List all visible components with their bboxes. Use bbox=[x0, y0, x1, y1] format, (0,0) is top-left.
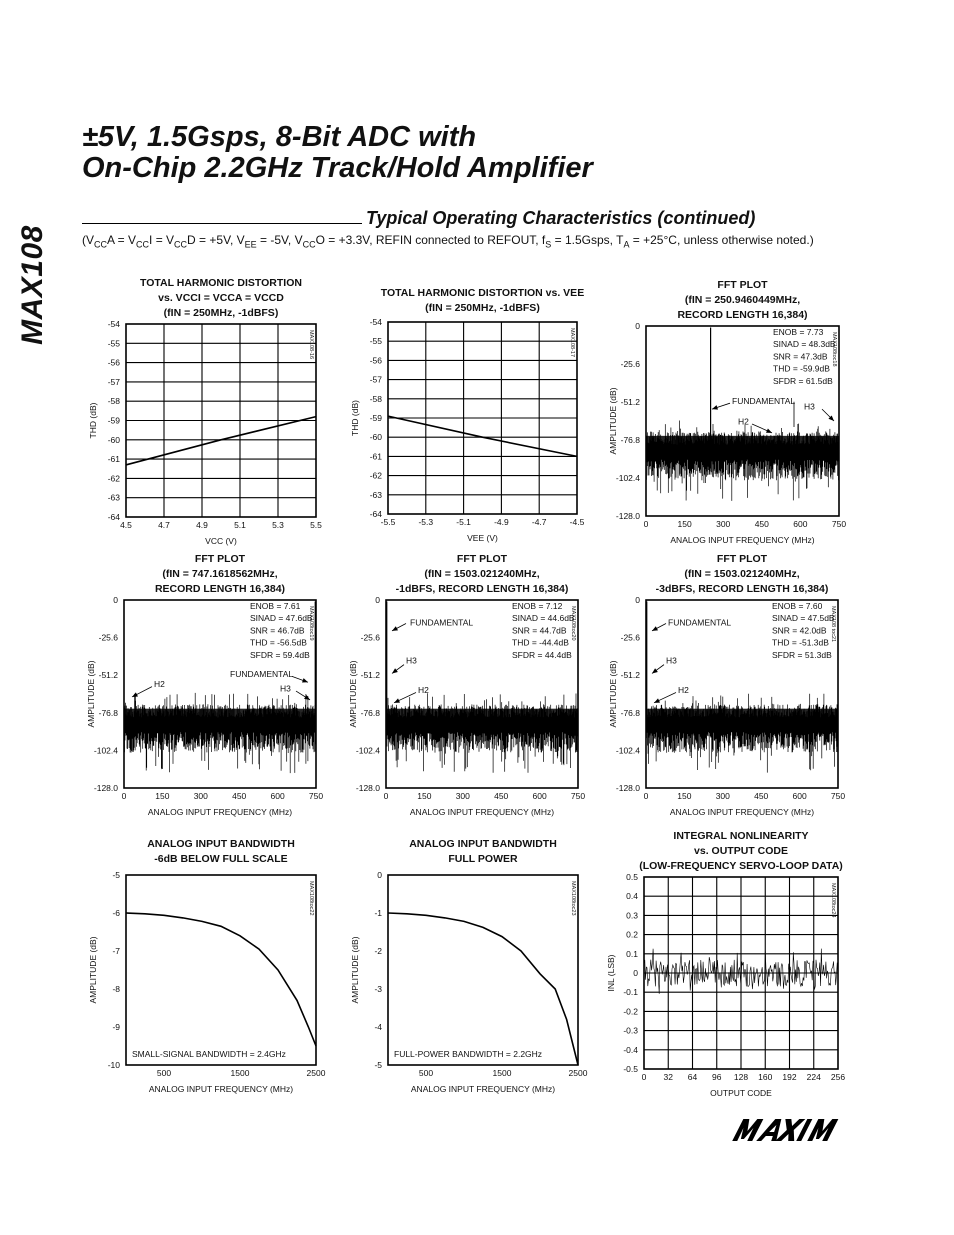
x-tick-label: 300 bbox=[455, 791, 470, 801]
chart-title-line: TOTAL HARMONIC DISTORTION bbox=[140, 277, 302, 289]
x-axis-label: ANALOG INPUT FREQUENCY (MHz) bbox=[148, 1084, 294, 1094]
x-tick-label: 300 bbox=[193, 791, 208, 801]
y-tick-label: -62 bbox=[369, 470, 382, 481]
series-line bbox=[126, 913, 316, 1046]
chart-svg bbox=[344, 596, 598, 828]
chart-title-line: (fIN = 747.1618562MHz, bbox=[162, 568, 278, 580]
x-axis-label: ANALOG INPUT FREQUENCY (MHz) bbox=[410, 1084, 556, 1094]
chart-title-line: TOTAL HARMONIC DISTORTION vs. VEE bbox=[380, 287, 585, 299]
y-tick-label: -102.4 bbox=[615, 745, 640, 756]
y-tick-label: 0.5 bbox=[626, 872, 638, 882]
chart-svg bbox=[604, 596, 858, 828]
x-tick-label: 750 bbox=[831, 519, 847, 529]
y-tick-label: 0.3 bbox=[626, 910, 638, 921]
chart-title-line: (fIN = 250MHz, -1dBFS) bbox=[163, 307, 279, 319]
y-tick-label: -9 bbox=[112, 1022, 120, 1032]
x-tick-label: 750 bbox=[830, 791, 846, 801]
chart-title-line: (LOW-FREQUENCY SERVO-LOOP DATA) bbox=[639, 860, 843, 872]
y-tick-label: -56 bbox=[369, 355, 382, 366]
y-tick-label: -0.1 bbox=[623, 987, 638, 998]
y-tick-label: 0 bbox=[113, 595, 118, 605]
series-line bbox=[388, 416, 577, 456]
fft-noise-band bbox=[386, 709, 578, 724]
annotation-fundamental: FUNDAMENTAL bbox=[668, 617, 732, 628]
fft-stat-line: THD = -44.4dB bbox=[512, 637, 569, 648]
fft-stat-line: SNR = 47.3dB bbox=[773, 351, 828, 362]
fft-stat-line: THD = -51.3dB bbox=[772, 637, 829, 648]
x-axis-label: ANALOG INPUT FREQUENCY (MHz) bbox=[669, 807, 815, 817]
chart-title-line: (fIN = 250MHz, -1dBFS) bbox=[425, 302, 540, 314]
y-axis-label: THD (dB) bbox=[350, 400, 360, 436]
y-tick-label: 0.1 bbox=[626, 948, 638, 959]
x-tick-label: 1500 bbox=[492, 1068, 512, 1078]
x-tick-label: 0 bbox=[641, 1072, 647, 1082]
x-axis-label: OUTPUT CODE bbox=[710, 1088, 772, 1098]
fft-stat-line: SINAD = 47.6dB bbox=[250, 613, 313, 624]
x-tick-label: 4.5 bbox=[120, 520, 132, 530]
annotation-h2: H2 bbox=[678, 685, 689, 696]
x-tick-label: 1500 bbox=[230, 1068, 250, 1078]
fft-stat-line: ENOB = 7.73 bbox=[773, 327, 824, 337]
chart-7 bbox=[82, 837, 336, 1105]
x-axis-label: ANALOG INPUT FREQUENCY (MHz) bbox=[409, 807, 555, 817]
chart-title-line: -6dB BELOW FULL SCALE bbox=[154, 853, 288, 865]
annotation-h3: H3 bbox=[804, 401, 815, 412]
y-axis-label: AMPLITUDE (dB) bbox=[88, 936, 98, 1004]
y-tick-label: 0 bbox=[633, 968, 638, 978]
chart-title-line: FFT PLOT bbox=[716, 553, 768, 565]
y-tick-label: -60 bbox=[369, 432, 382, 443]
x-tick-label: 5.5 bbox=[310, 520, 322, 530]
chart-title bbox=[344, 286, 599, 316]
fft-annotations bbox=[652, 618, 731, 703]
x-tick-label: 600 bbox=[270, 791, 285, 801]
series-line bbox=[388, 913, 578, 1065]
section-rule bbox=[82, 223, 362, 224]
y-axis-label: AMPLITUDE (dB) bbox=[608, 387, 618, 455]
x-tick-label: 500 bbox=[418, 1068, 434, 1078]
chart-title bbox=[604, 278, 860, 323]
chart-svg bbox=[344, 870, 598, 1105]
x-tick-label: 500 bbox=[156, 1068, 172, 1078]
chart-title-line: (fIN = 1503.021240MHz, bbox=[684, 568, 800, 580]
y-tick-label: -0.2 bbox=[623, 1006, 638, 1017]
x-tick-label: 256 bbox=[830, 1072, 846, 1082]
x-axis-label: ANALOG INPUT FREQUENCY (MHz) bbox=[147, 807, 293, 817]
figure-code: MAX108 toc21 bbox=[830, 606, 836, 643]
x-tick-label: 450 bbox=[754, 791, 769, 801]
fft-stat-line: ENOB = 7.60 bbox=[772, 601, 823, 611]
x-tick-label: -5.1 bbox=[456, 517, 471, 527]
y-tick-label: -64 bbox=[107, 512, 120, 522]
x-tick-label: 4.7 bbox=[158, 520, 170, 530]
chart-2 bbox=[344, 286, 597, 554]
y-tick-label: -54 bbox=[107, 319, 120, 329]
chart-title bbox=[82, 276, 338, 321]
chart-title bbox=[82, 552, 337, 597]
y-tick-label: -59 bbox=[107, 415, 120, 426]
y-tick-label: -8 bbox=[112, 984, 120, 994]
x-axis-label: VCC (V) bbox=[205, 536, 237, 546]
y-tick-label: -128.0 bbox=[355, 783, 380, 793]
annotation-h2: H2 bbox=[418, 685, 429, 696]
chart-1 bbox=[82, 276, 336, 557]
x-tick-label: 150 bbox=[677, 791, 692, 801]
y-tick-label: -102.4 bbox=[615, 473, 640, 483]
y-tick-label: -55 bbox=[107, 338, 120, 349]
y-tick-label: -63 bbox=[369, 489, 382, 500]
x-tick-label: 64 bbox=[687, 1072, 698, 1082]
x-tick-label: 300 bbox=[715, 791, 730, 801]
y-tick-label: -76.8 bbox=[620, 435, 640, 445]
x-tick-label: 450 bbox=[754, 519, 769, 529]
y-tick-label: -25.6 bbox=[620, 632, 640, 643]
y-tick-label: -59 bbox=[369, 413, 382, 423]
y-tick-label: -7 bbox=[112, 946, 120, 956]
annotation-h2: H2 bbox=[154, 679, 165, 690]
x-tick-label: -4.9 bbox=[494, 517, 509, 527]
fft-stat-line: SNR = 44.7dB bbox=[512, 625, 567, 636]
x-tick-label: 150 bbox=[677, 519, 692, 529]
fft-noise-band bbox=[646, 436, 839, 451]
x-axis-label: VEE (V) bbox=[467, 533, 498, 543]
x-tick-label: 128 bbox=[733, 1072, 749, 1082]
y-tick-label: -4 bbox=[374, 1022, 382, 1032]
y-tick-label: -10 bbox=[107, 1060, 120, 1070]
y-tick-label: -51.2 bbox=[620, 397, 640, 407]
figure-code: MAX108toc22 bbox=[308, 881, 314, 916]
chart-title-line: RECORD LENGTH 16,384) bbox=[154, 583, 286, 595]
x-tick-label: 150 bbox=[155, 791, 170, 801]
bandwidth-annotation: FULL-POWER BANDWIDTH = 2.2GHz bbox=[394, 1049, 543, 1059]
x-tick-label: -4.7 bbox=[531, 517, 547, 527]
fft-annotations bbox=[132, 669, 310, 700]
chart-title-line: FFT PLOT bbox=[717, 279, 768, 291]
annotation-h3: H3 bbox=[406, 655, 417, 666]
x-tick-label: 450 bbox=[232, 791, 247, 801]
y-tick-label: -56 bbox=[107, 357, 120, 368]
y-tick-label: -102.4 bbox=[355, 745, 380, 756]
chart-svg bbox=[82, 870, 336, 1105]
chart-title-line: FFT PLOT bbox=[456, 553, 508, 565]
fft-noise-band bbox=[124, 709, 316, 724]
chart-title-line: -3dBFS, RECORD LENGTH 16,384) bbox=[655, 583, 829, 595]
y-axis-label: THD (dB) bbox=[88, 402, 98, 439]
chart-title-line: ANALOG INPUT BANDWIDTH bbox=[409, 838, 557, 850]
annotation-h2: H2 bbox=[738, 416, 749, 427]
y-tick-label: -0.5 bbox=[623, 1064, 638, 1074]
y-tick-label: -63 bbox=[107, 492, 120, 503]
x-tick-label: 450 bbox=[494, 791, 509, 801]
fft-stat-line: SINAD = 44.6dB bbox=[512, 613, 575, 624]
chart-svg bbox=[344, 317, 597, 554]
y-tick-label: -6 bbox=[112, 908, 120, 918]
y-axis-label: AMPLITUDE (dB) bbox=[86, 660, 96, 728]
y-tick-label: -102.4 bbox=[93, 745, 118, 756]
chart-title-line: ANALOG INPUT BANDWIDTH bbox=[147, 838, 295, 850]
annotation-arrow-head bbox=[392, 668, 398, 673]
x-tick-label: 0 bbox=[643, 519, 649, 529]
fft-stat-line: SFDR = 44.4dB bbox=[512, 649, 572, 660]
x-tick-label: 224 bbox=[806, 1072, 821, 1082]
chart-6 bbox=[604, 552, 858, 828]
annotation-arrow-head bbox=[304, 695, 310, 700]
y-tick-label: -128.0 bbox=[93, 783, 118, 793]
x-tick-label: 150 bbox=[417, 791, 432, 801]
figure-code: MAX108-16 bbox=[308, 330, 314, 360]
y-tick-label: -54 bbox=[369, 317, 382, 327]
y-axis-label: INL (LSB) bbox=[606, 954, 616, 992]
x-tick-label: 750 bbox=[308, 791, 324, 801]
y-tick-label: 0 bbox=[635, 321, 640, 331]
fft-stat-line: SNR = 42.0dB bbox=[772, 625, 827, 636]
y-tick-label: 0 bbox=[377, 870, 382, 880]
fft-noise-floor bbox=[124, 693, 316, 773]
y-axis-label: AMPLITUDE (dB) bbox=[350, 936, 360, 1004]
fft-stat-line: THD = -59.9dB bbox=[773, 363, 830, 374]
chart-title-line: (fIN = 1503.021240MHz, bbox=[424, 568, 540, 580]
fft-noise-floor bbox=[646, 694, 838, 773]
fft-noise-band bbox=[646, 709, 838, 724]
y-tick-label: -2 bbox=[374, 946, 382, 956]
y-tick-label: -0.3 bbox=[623, 1025, 638, 1036]
fft-stat-line: SINAD = 48.3dB bbox=[773, 339, 836, 350]
chart-4 bbox=[82, 552, 336, 828]
chart-title-line: (fIN = 250.9460449MHz, bbox=[684, 294, 801, 306]
section-title: Typical Operating Characteristics (continued) bbox=[366, 208, 756, 228]
x-axis-label: ANALOG INPUT FREQUENCY (MHz) bbox=[670, 535, 815, 545]
y-tick-label: -60 bbox=[107, 434, 120, 445]
annotation-arrow-head bbox=[302, 678, 308, 682]
x-tick-label: 750 bbox=[570, 791, 586, 801]
chart-5 bbox=[344, 552, 598, 828]
chart-8 bbox=[344, 837, 598, 1105]
figure-code: MAX108toc19 bbox=[308, 606, 314, 641]
x-tick-label: 160 bbox=[758, 1072, 773, 1082]
plot-frame bbox=[388, 875, 578, 1065]
y-tick-label: -128.0 bbox=[615, 783, 640, 793]
y-tick-label: -25.6 bbox=[98, 632, 118, 643]
y-tick-label: -62 bbox=[107, 473, 120, 484]
fft-annotations bbox=[712, 396, 834, 436]
figure-code: MAX108toc23 bbox=[570, 881, 576, 916]
y-tick-label: -51.2 bbox=[620, 670, 640, 681]
fft-stat-line: ENOB = 7.61 bbox=[250, 601, 301, 611]
chart-title-line: -1dBFS, RECORD LENGTH 16,384) bbox=[395, 583, 569, 595]
y-axis-label: AMPLITUDE (dB) bbox=[348, 660, 358, 728]
x-tick-label: 0 bbox=[121, 791, 127, 801]
chart-title bbox=[82, 837, 338, 867]
figure-code: MAX108toc18 bbox=[831, 332, 837, 367]
y-tick-label: -57 bbox=[107, 376, 120, 387]
annotation-arrow-head bbox=[712, 405, 718, 409]
x-tick-label: 4.9 bbox=[196, 520, 208, 530]
chart-title bbox=[344, 837, 600, 867]
chart-9 bbox=[604, 829, 858, 1109]
y-tick-label: -76.8 bbox=[360, 707, 380, 718]
y-tick-label: 0 bbox=[375, 595, 380, 605]
test-conditions: ($V_{CC}A = V_{CC}I = V_{CC}D = +5V$, $V_{EE} = -5V$, $V_{CC}O = +3.3V$, REFIN connected to REFOUT, $f_S$ = 1.5Gsps, $T_A = +25^\circ C$, unless otherwise noted.) bbox=[82, 233, 814, 250]
chart-title bbox=[344, 552, 599, 597]
figure-code: MAX108-17 bbox=[569, 328, 575, 358]
fft-annotations bbox=[392, 618, 473, 703]
annotation-h3: H3 bbox=[280, 683, 291, 694]
x-tick-label: 5.3 bbox=[272, 520, 284, 530]
x-tick-label: 0 bbox=[383, 791, 389, 801]
x-tick-label: -5.5 bbox=[380, 517, 396, 527]
x-tick-label: 96 bbox=[712, 1072, 722, 1082]
chart-title bbox=[604, 829, 858, 874]
y-tick-label: -3 bbox=[374, 984, 382, 994]
x-tick-label: 600 bbox=[532, 791, 547, 801]
fft-noise-floor bbox=[386, 693, 578, 773]
y-tick-label: -5 bbox=[112, 870, 120, 880]
plot-frame bbox=[126, 875, 316, 1065]
y-tick-label: -25.6 bbox=[620, 359, 640, 369]
figure-code: MAX108toc20 bbox=[570, 606, 576, 641]
chart-svg bbox=[82, 596, 336, 828]
y-tick-label: -25.6 bbox=[360, 632, 380, 643]
fft-stat-line: SFDR = 61.5dB bbox=[773, 375, 833, 386]
y-tick-label: -61 bbox=[107, 454, 120, 465]
series-line bbox=[126, 417, 316, 465]
chart-title-line: vs. OUTPUT CODE bbox=[694, 845, 788, 857]
figure-code: MAX108toc24 bbox=[830, 883, 836, 918]
x-tick-label: 5.1 bbox=[234, 520, 246, 530]
chart-title-line: INTEGRAL NONLINEARITY bbox=[673, 830, 809, 842]
annotation-h3: H3 bbox=[666, 655, 677, 666]
y-axis-label: AMPLITUDE (dB) bbox=[608, 660, 618, 728]
chart-svg bbox=[82, 320, 336, 557]
y-tick-label: -51.2 bbox=[360, 670, 380, 681]
y-tick-label: -51.2 bbox=[98, 670, 118, 681]
x-tick-label: 32 bbox=[663, 1072, 673, 1082]
fft-stat-line: SINAD = 47.5dB bbox=[772, 613, 835, 624]
chart-title-line: vs. VCCI = VCCA = VCCD bbox=[158, 292, 284, 304]
y-tick-label: -55 bbox=[369, 336, 382, 347]
fft-stat-line: SNR = 46.7dB bbox=[250, 625, 305, 636]
y-tick-label: 0.2 bbox=[626, 929, 638, 940]
y-tick-label: -0.4 bbox=[623, 1044, 638, 1055]
bandwidth-annotation: SMALL-SIGNAL BANDWIDTH = 2.4GHz bbox=[132, 1049, 286, 1059]
page-title: ±5V, 1.5Gsps, 8-Bit ADC with On-Chip 2.2GHz Track/Hold Amplifier bbox=[82, 121, 593, 184]
x-tick-label: 2500 bbox=[568, 1068, 588, 1078]
chart-svg bbox=[604, 873, 858, 1109]
y-tick-label: 0.4 bbox=[626, 891, 638, 902]
chart-title bbox=[604, 552, 859, 597]
y-tick-label: -1 bbox=[374, 908, 382, 918]
x-tick-label: 0 bbox=[643, 791, 649, 801]
annotation-arrow-head bbox=[652, 668, 658, 673]
y-tick-label: -76.8 bbox=[98, 707, 118, 718]
y-tick-label: -76.8 bbox=[620, 707, 640, 718]
x-tick-label: 192 bbox=[782, 1072, 797, 1082]
y-tick-label: -64 bbox=[369, 509, 382, 519]
part-number-side-label: MAX108 bbox=[16, 225, 49, 345]
chart-svg bbox=[604, 322, 859, 556]
maxim-logo bbox=[730, 1117, 856, 1143]
x-tick-label: 2500 bbox=[306, 1068, 326, 1078]
annotation-fundamental: FUNDAMENTAL bbox=[230, 669, 294, 680]
annotation-fundamental: FUNDAMENTAL bbox=[410, 617, 474, 628]
y-tick-label: -5 bbox=[374, 1060, 382, 1070]
annotation-fundamental: FUNDAMENTAL bbox=[732, 396, 796, 406]
y-tick-label: -57 bbox=[369, 374, 382, 385]
fft-stat-line: SFDR = 51.3dB bbox=[772, 649, 832, 660]
x-tick-label: 600 bbox=[792, 791, 807, 801]
y-tick-label: -128.0 bbox=[615, 511, 640, 521]
chart-title-line: FFT PLOT bbox=[194, 553, 246, 565]
fft-stat-line: ENOB = 7.12 bbox=[512, 601, 563, 611]
fft-stat-line: SFDR = 59.4dB bbox=[250, 649, 310, 660]
y-tick-label: -58 bbox=[107, 396, 120, 407]
chart-3 bbox=[604, 278, 859, 556]
y-tick-label: 0 bbox=[635, 595, 640, 605]
x-tick-label: -4.5 bbox=[569, 517, 585, 527]
x-tick-label: 300 bbox=[716, 519, 731, 529]
fft-stat-line: THD = -56.5dB bbox=[250, 637, 307, 648]
chart-title-line: FULL POWER bbox=[448, 853, 518, 865]
chart-title-line: RECORD LENGTH 16,384) bbox=[677, 309, 808, 321]
y-tick-label: -58 bbox=[369, 393, 382, 404]
x-tick-label: 600 bbox=[793, 519, 808, 529]
fft-noise-floor bbox=[646, 421, 839, 501]
x-tick-label: -5.3 bbox=[418, 517, 434, 527]
y-tick-label: -61 bbox=[369, 451, 382, 462]
